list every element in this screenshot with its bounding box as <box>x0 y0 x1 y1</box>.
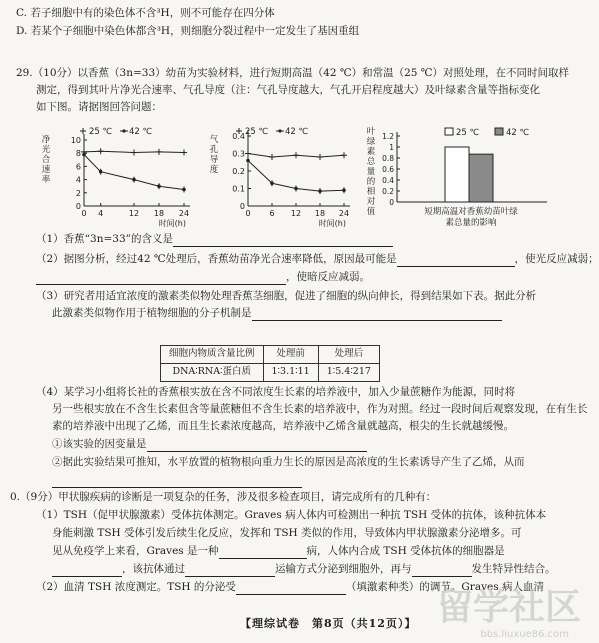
q30-line3b-text: 病，人体内合成 TSH 受体抗体的细胞器是 <box>306 545 505 557</box>
chart-title-line2: 素总量的影响 <box>445 218 497 228</box>
x-tick-label: 12 <box>290 209 302 218</box>
legend-label: 42 ℃ <box>285 127 309 137</box>
y-tick-label: 0.6 <box>382 165 394 174</box>
chart-title-line1: 短期高温对香蕉幼苗叶绿 <box>424 207 518 217</box>
q30-line1: （1）TSH（促甲状腺激素）受体抗体测定。Graves 病人体内可检测出一种抗 TSH 受体的抗体，该种抗体本 <box>36 509 547 521</box>
page-footer: 【理综试卷 第8页（共12页）】 <box>240 617 417 630</box>
answer-blank[interactable] <box>252 306 502 321</box>
q30-line3a-text: 见从免疫学上来看，Graves 是一种 <box>52 545 219 557</box>
answer-blank[interactable] <box>185 562 275 577</box>
table-header-cell: 处理前 <box>263 346 318 364</box>
q30-line5a-text: （2）血清 TSH 浓度测定。TSH 的分泌受 <box>36 581 236 593</box>
y-tick-label: 2 <box>75 188 81 198</box>
q29-sub2b-text: ，使光反应减弱； <box>514 253 599 265</box>
y-axis-label: 率 <box>41 175 51 185</box>
watermark-url: bbs.liuxue86.com <box>480 628 569 640</box>
x-tick-label: 18 <box>153 209 165 218</box>
legend-label: 42 ℃ <box>506 128 530 138</box>
y-axis-label: 量 <box>366 167 376 177</box>
q29-sub4c: 素的培养液中出现了乙烯，而且生长素浓度越高，培养液中乙烯含量就越高，根尖的生长就越缓慢。 <box>52 420 514 432</box>
table-header-cell: 细胞内物质含量比例 <box>161 346 264 364</box>
hormone-table <box>160 345 380 382</box>
q30-line4c-text: 发生特异性结合。 <box>471 563 556 575</box>
q29-sub4a: （4）某学习小组将长社的香蕉根实放在含不同浓度生长素的培养液中，加入少量蔗糖作为能源，同时将 <box>36 386 516 398</box>
y-axis-label: 总 <box>366 157 376 167</box>
table-cell: DNA∶RNA∶蛋白质 <box>161 363 264 381</box>
y-tick-label: 10 <box>70 136 81 145</box>
y-axis-label: 的 <box>366 177 376 187</box>
answer-blank[interactable] <box>219 544 307 559</box>
q29-intro-line2: 测定，得到其叶片净光合速率、气孔导度（注：气孔导度越大，气孔开启程度越大）及叶绿素含量等指标变化 <box>36 84 540 96</box>
q29-sub2c-text: ，使暗反应减弱。 <box>286 271 370 283</box>
q30-line4 <box>52 562 556 577</box>
x-axis-label: 时间(h) <box>318 219 346 228</box>
q29-sub4b: 另一些根实放在不含生长素但含等量蔗糖但不含生长素的培养液中，作为对照。经过一段时间后观察发现，在有生长 <box>52 403 588 415</box>
y-axis-label: 光 <box>41 145 51 155</box>
x-tick-label: 24 <box>178 209 190 218</box>
y-tick-label: 0.2 <box>382 187 394 196</box>
table-row <box>161 363 380 381</box>
table-cell: 1∶5.4∶217 <box>318 363 379 381</box>
y-tick-label: 0.4 <box>382 176 394 185</box>
q29-sub4d-text: ①该实验的因变量是 <box>52 438 147 450</box>
y-axis-label: 相 <box>366 187 376 197</box>
x-axis-label: 时间(h) <box>158 219 186 228</box>
q29-sub3b <box>52 306 502 321</box>
legend-label: 42 ℃ <box>129 127 153 137</box>
answer-blank[interactable] <box>147 437 367 452</box>
q30-line4b-text: 运输方式分泌到细胞外，再与 <box>275 563 412 575</box>
legend-label: 25 ℃ <box>89 127 113 137</box>
q29-sub2c <box>36 270 370 285</box>
y-axis-label: 气 <box>209 135 219 145</box>
q29-intro-line1: 29.（10分）以香蕉（3n=33）幼苗为实验材料，进行短期高温（42 ℃）和常温（25 ℃）对照处理，在不同时间取样 <box>16 67 570 79</box>
y-axis-label: 孔 <box>209 145 219 155</box>
x-tick-label: 0 <box>245 209 251 218</box>
legend-swatch <box>445 128 453 135</box>
answer-blank[interactable] <box>412 562 472 577</box>
q29-sub4d <box>52 437 367 452</box>
bar <box>469 154 493 202</box>
q30-line2: 身能刺激 TSH 受体引发后续生化反应，发挥和 TSH 类似的作用，导致体内甲状腺激素分泌增多。可 <box>52 527 522 539</box>
stomatal-conductance-chart <box>208 118 363 230</box>
y-tick-label: 6 <box>75 162 81 172</box>
legend-label: 25 ℃ <box>245 127 269 137</box>
q29-sub2a <box>36 252 599 267</box>
q29-sub4f <box>52 473 302 488</box>
y-axis-label: 导 <box>209 155 219 165</box>
q29-sub3a: （3）研究者用适宜浓度的激素类似物处理香蕉茎细胞，促进了细胞的纵向伸长，得到结果如下表。据此分析 <box>36 290 537 302</box>
q30-line4a-text: ，该抗体通过 <box>122 563 185 575</box>
q30-line3 <box>52 544 505 559</box>
answer-blank[interactable] <box>36 270 286 285</box>
x-tick-label: 24 <box>338 209 350 218</box>
watermark-logo: 留学社区 <box>436 587 581 629</box>
answer-blank[interactable] <box>397 252 515 267</box>
x-tick-label: 18 <box>314 209 326 218</box>
y-axis-label: 速 <box>41 165 51 175</box>
y-axis-label: 值 <box>366 207 376 217</box>
y-tick-label: 0 <box>239 202 245 211</box>
y-tick-label: 1 <box>389 143 394 152</box>
x-tick-label: 4 <box>98 209 104 218</box>
table-header-cell: 处理后 <box>318 346 379 364</box>
q30-line5b-text: （填激素种类）的调节。Graves 病人血清 <box>345 581 544 593</box>
legend-marker <box>122 129 125 132</box>
q29-intro-line3: 如下图。请据图回答问题： <box>36 101 162 113</box>
y-tick-label: 0 <box>75 202 81 211</box>
option-c: C. 若子细胞中有的染色体不含³H，则不可能存在四分体 <box>16 7 275 19</box>
bar <box>445 147 469 202</box>
table-header-row <box>161 346 380 364</box>
answer-blank[interactable] <box>236 580 346 595</box>
answer-blank[interactable] <box>52 473 302 488</box>
x-tick-label: 12 <box>128 209 140 218</box>
y-axis-label: 度 <box>209 165 219 175</box>
option-d: D. 若某个子细胞中染色体都含³H，则细胞分裂过程中一定发生了基因重组 <box>16 25 360 37</box>
y-axis-label: 合 <box>41 155 51 165</box>
legend-swatch <box>495 128 503 135</box>
y-axis-label: 绿 <box>366 137 376 147</box>
y-tick-label: 0.8 <box>382 154 394 163</box>
y-tick-label: 1.2 <box>382 132 394 141</box>
answer-blank[interactable] <box>173 232 393 247</box>
answer-blank[interactable] <box>52 562 122 577</box>
q29-sub3b-text: 此激素类似物作用于植物细胞的分子机制是 <box>52 307 252 319</box>
y-axis-label: 对 <box>366 197 376 207</box>
y-tick-label: 0.2 <box>232 167 245 176</box>
y-tick-label: 8 <box>75 149 81 159</box>
x-tick-label: 6 <box>269 209 275 218</box>
y-tick-label: 0.4 <box>232 132 245 141</box>
y-tick-label: 0.3 <box>232 149 245 159</box>
table-cell: 1∶3.1∶11 <box>263 363 318 381</box>
chlorophyll-bar-chart <box>365 118 565 230</box>
q30-intro: 0.（9分）甲状腺疾病的诊断是一项复杂的任务，涉及很多检查项目，请完成所有的几种有： <box>10 491 437 503</box>
y-axis-label: 净 <box>41 135 51 145</box>
y-tick-label: 0.1 <box>232 184 245 194</box>
legend-label: 25 ℃ <box>456 128 480 138</box>
y-axis-label: 叶 <box>366 127 376 137</box>
q29-sub1-text: （1）香蕉“3n=33”的含义是 <box>36 233 174 245</box>
q29-sub4e: ②据此实验结果可推知，水平放置的植物根向重力生长的原因是高浓度的生长素诱导产生了乙烯，从而 <box>52 456 525 468</box>
x-tick-label: 0 <box>81 209 87 218</box>
y-axis-label: 素 <box>366 147 376 157</box>
legend-marker <box>278 129 281 132</box>
y-tick-label: 4 <box>75 175 81 185</box>
q29-sub1 <box>36 232 393 247</box>
y-tick-label: 0 <box>389 198 394 207</box>
q29-sub2a-text: （2）据图分析，经过42 ℃处理后，香蕉幼苗净光合速率降低，原因最可能是 <box>36 253 397 265</box>
net-photosynthesis-chart <box>40 118 200 230</box>
